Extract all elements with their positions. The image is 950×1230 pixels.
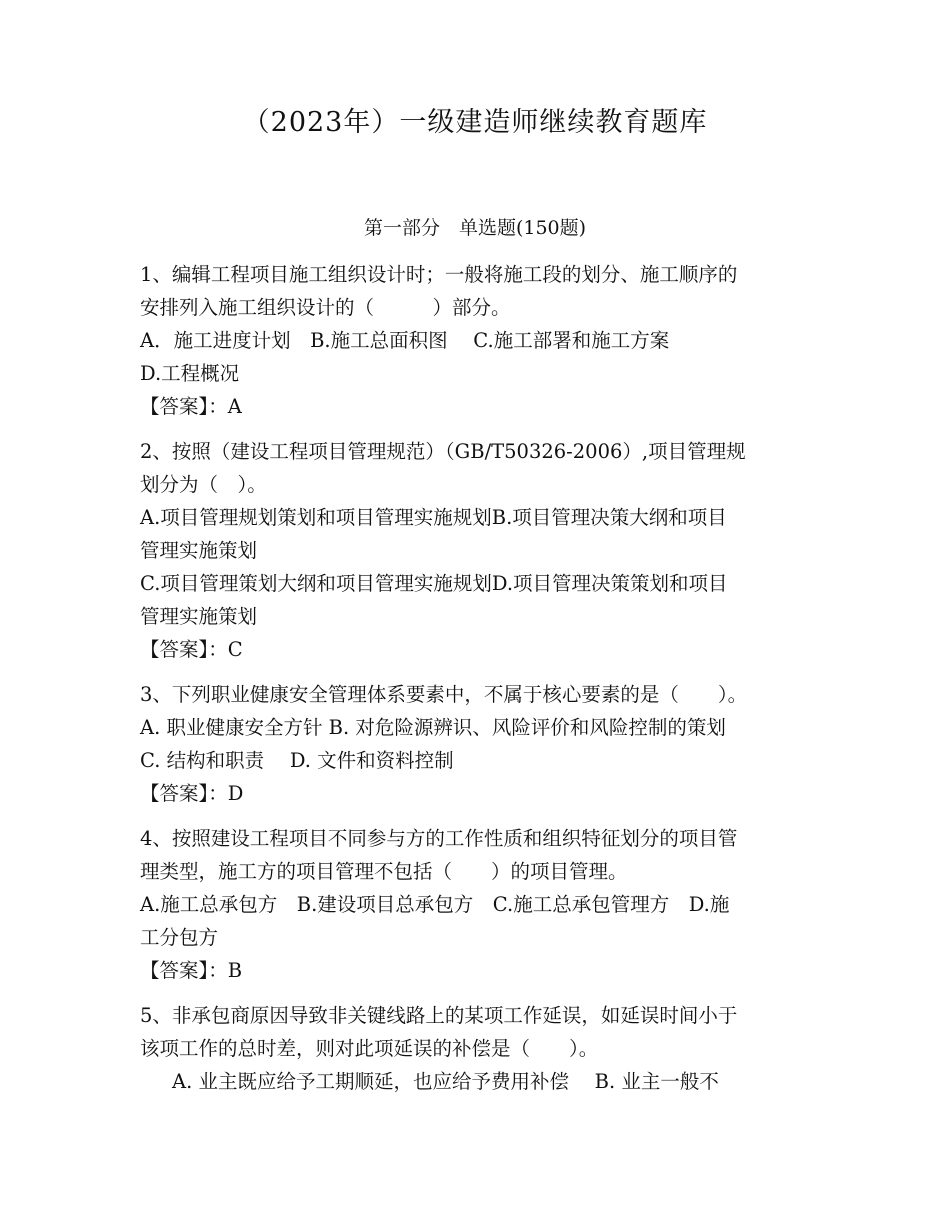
question-options-line: A.项目管理规划策划和项目管理实施规划B.项目管理决策大纲和项目 <box>140 506 727 529</box>
question-text-line: 该项工作的总时差，则对此项延误的补偿是（ ）。 <box>140 1037 599 1060</box>
question-options-line: D.工程概况 <box>140 362 240 385</box>
question-options-line: A.施工总承包方 B.建设项目总承包方 C.施工总承包管理方 D.施 <box>140 893 730 916</box>
question-text-line: 1、编辑工程项目施工组织设计时；一般将施工段的划分、施工顺序的 <box>140 263 738 286</box>
question-text-line: 安排列入施工组织设计的（ ）部分。 <box>140 296 511 319</box>
question-text-line: 5、非承包商原因导致非关键线路上的某项工作延误，如延误时间小于 <box>140 1004 738 1027</box>
question-5 <box>140 999 840 1098</box>
question-options-line: 工分包方 <box>140 926 219 949</box>
question-text-line: 划分为（ ）。 <box>140 473 267 496</box>
answer-line: 【答案】：D <box>140 782 244 805</box>
section-title: 第一部分 单选题(150题) <box>363 217 587 239</box>
question-2 <box>140 435 840 666</box>
question-list <box>140 258 840 1110</box>
question-text-line: 理类型，施工方的项目管理不包括（ ）的项目管理。 <box>140 860 628 883</box>
question-4 <box>140 822 840 987</box>
question-options-line: C. 结构和职责 D. 文件和资料控制 <box>140 749 454 772</box>
answer-line: 【答案】：A <box>140 395 242 418</box>
question-options-line: A. 业主既应给予工期顺延，也应给予费用补偿 B. 业主一般不 <box>172 1070 719 1093</box>
document-title: （2023年）一级建造师继续教育题库 <box>242 107 708 138</box>
question-options-line: 管理实施策划 <box>140 605 258 628</box>
question-1 <box>140 258 840 423</box>
question-options-line: A．施工进度计划 B.施工总面积图 C.施工部署和施工方案 <box>140 329 670 352</box>
answer-line: 【答案】：B <box>140 959 243 982</box>
question-text-line: 2、按照（建设工程项目管理规范）（GB/T50326-2006）,项目管理规 <box>140 440 746 463</box>
question-3 <box>140 678 840 810</box>
question-options-line: 管理实施策划 <box>140 539 258 562</box>
question-text-line: 4、按照建设工程项目不同参与方的工作性质和组织特征划分的项目管 <box>140 827 738 850</box>
answer-line: 【答案】：C <box>140 638 243 661</box>
question-options-line: A. 职业健康安全方针 B. 对危险源辨识、风险评价和风险控制的策划 <box>140 716 726 739</box>
question-text-line: 3、下列职业健康安全管理体系要素中，不属于核心要素的是（ ）。 <box>140 683 748 706</box>
question-options-line: C.项目管理策划大纲和项目管理实施规划D.项目管理决策策划和项目 <box>140 572 728 595</box>
